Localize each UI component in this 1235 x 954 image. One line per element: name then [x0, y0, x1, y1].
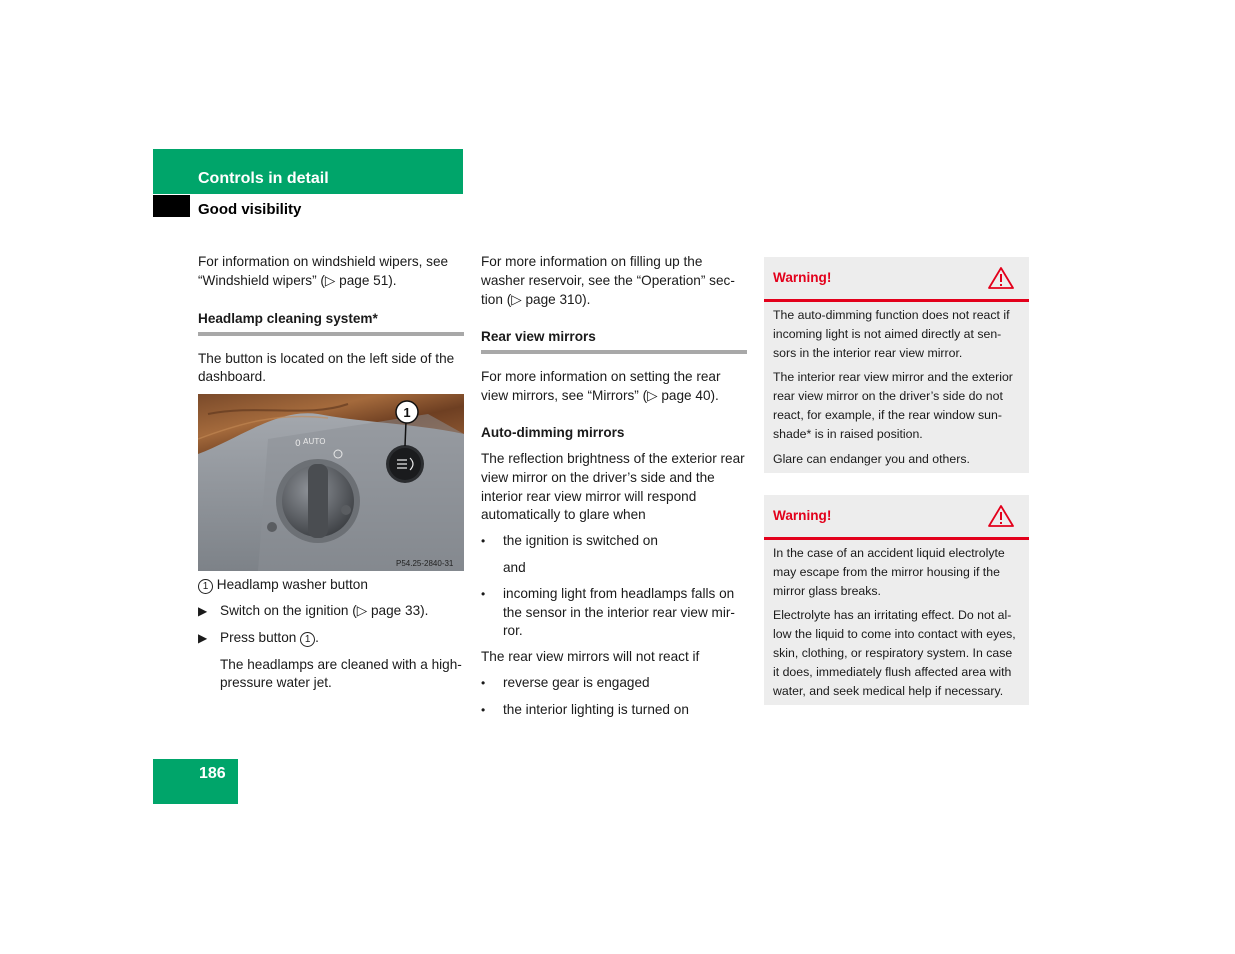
auto-dimming-text: The reflection brightness of the exterior rear view mirror on the driver’s side and the interior rear view mirror will respond automatically to glare when [481, 450, 745, 523]
switch-label-auto: AUTO [303, 437, 326, 447]
warning-triangle-icon [988, 504, 1014, 528]
warning1-p3: Glare can endanger you and others. [773, 451, 970, 466]
triangle-right-icon: ▶ [198, 603, 208, 618]
warning-triangle-icon [988, 266, 1014, 290]
mirrors-reference: For more information on setting the rear view mirrors, see “Mirrors” (▷ page 40). [481, 369, 721, 404]
warning1-p2: The interior rear view mirror and the exterior rear view mirror on the driver’s side do not react, for example, if the rear window sun- shade* is in raised position. [773, 370, 1013, 441]
warning1-p1: The auto-dimming function does not react if incoming light is not aimed directly at sen- sors in the interior rear view mirror. [773, 308, 1010, 360]
section-title: Controls in detail [198, 170, 329, 187]
condition-ignition: • the ignition is switched on [481, 533, 658, 549]
switch-label-0: 0 [295, 439, 301, 450]
figure-legend [198, 576, 464, 595]
warning-title: Warning! [773, 270, 832, 285]
no-react-lighting: • the interior lighting is turned on [481, 701, 689, 717]
not-react-text: The rear view mirrors will not react if [481, 649, 700, 665]
no-react-reverse: • reverse gear is engaged [481, 674, 650, 690]
step-result: The headlamps are cleaned with a high-pressure water jet. [220, 656, 462, 691]
subsection-tab [153, 195, 190, 217]
warning2-p2: Electrolyte has an irritating effect. Do not al- low the liquid to come into contact with eyes, skin, clothing, or respiratory system. In case it does, immediately flush affected area with water, and seek medical help if necessary. [773, 608, 1016, 698]
and-text: and [503, 559, 526, 575]
triangle-right-icon: ▶ [198, 630, 208, 645]
auto-dimming-heading: Auto-dimming mirrors [481, 424, 625, 440]
rear-view-mirrors-heading: Rear view mirrors [481, 328, 747, 354]
legend-number: 1 [198, 579, 213, 594]
page-number: 186 [199, 765, 226, 782]
legend-text: Headlamp washer button [216, 577, 368, 593]
column-left [198, 253, 464, 693]
washer-reference: For more information on filling up the washer reservoir, see the “Operation” sec- tion (▷ page 310). [481, 254, 735, 307]
button-location: The button is located on the left side of the dashboard. [198, 350, 455, 385]
headlamp-cleaning-heading: Headlamp cleaning system* [198, 310, 464, 336]
condition-headlamps: • incoming light from headlamps falls on the sensor in the interior rear view mir- ror. [481, 585, 735, 639]
step-switch-ignition: ▶ Switch on the ignition (▷ page 33). [198, 602, 464, 621]
wiper-reference: For information on windshield wipers, see “Windshield wipers” (▷ page 51). [198, 254, 449, 288]
figure-callout-1: 1 [403, 405, 411, 421]
button-number: 1 [300, 632, 315, 647]
subsection-title: Good visibility [198, 201, 302, 218]
warning-box-2 [764, 495, 1029, 705]
warning-box-1 [764, 257, 1029, 473]
headlamp-switch-photo [198, 394, 464, 571]
step-press-button: ▶ Press button 1 . [198, 629, 464, 648]
warning-title: Warning! [773, 508, 832, 523]
figure-code: P54.25-2840-31 [396, 559, 454, 569]
warning2-p1: In the case of an accident liquid electrolyte may escape from the mirror housing if the mirror glass breaks. [773, 546, 1005, 598]
column-middle [481, 253, 747, 720]
